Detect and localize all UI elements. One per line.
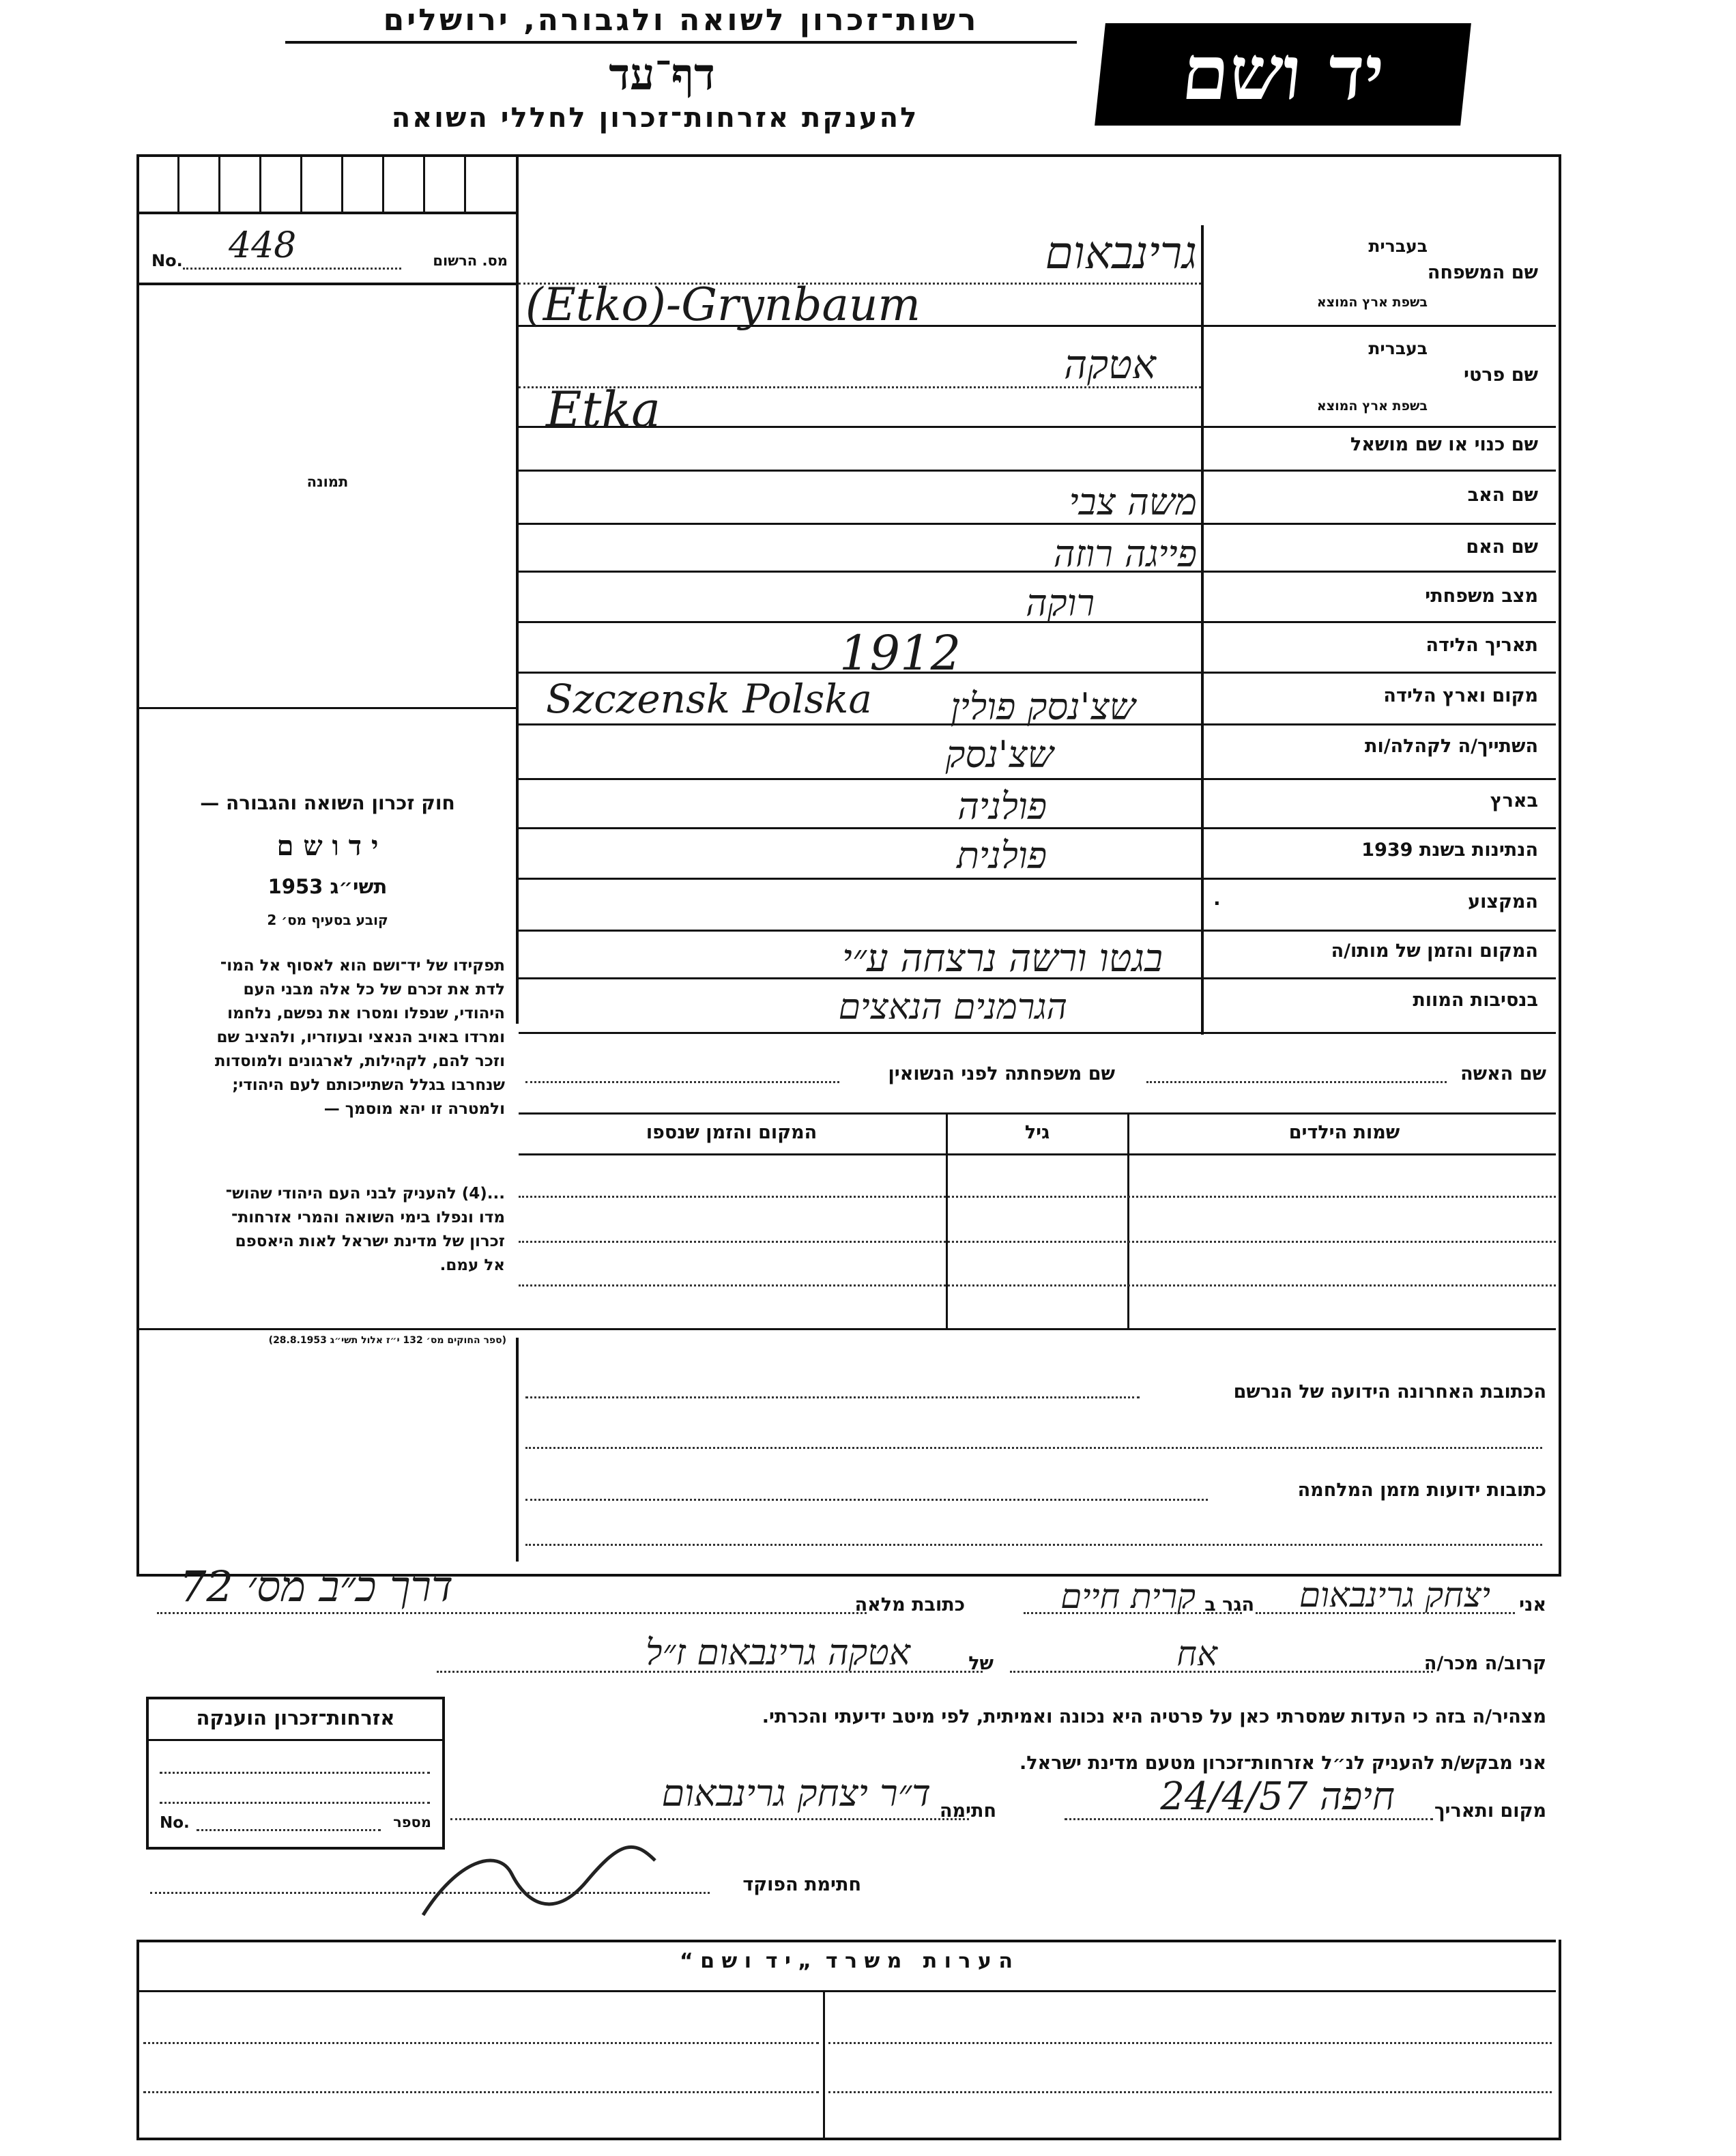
value-father: משה צבי <box>1069 480 1197 523</box>
header-title: דף־עד <box>609 49 715 100</box>
label-marital: מצב משפחתי <box>1425 586 1538 607</box>
profession-dot: . <box>1213 887 1221 910</box>
label-first-name-hebrew: בעברית <box>1368 339 1428 358</box>
children-col-names: שמות הילדים <box>1288 1122 1400 1143</box>
yad-vashem-logo <box>1095 23 1471 126</box>
value-surname-hebrew: גרינבאום <box>1045 227 1197 279</box>
children-bottom-rule <box>136 1328 1556 1330</box>
children-row-line <box>519 1196 1556 1198</box>
label-birth-date: תאריך הלידה <box>1426 635 1538 656</box>
label-community: השתייך/ה לקהלה/ות <box>1365 736 1538 757</box>
label-maiden-name: שם משפחתה לפני הנשואין <box>888 1063 1115 1084</box>
law-title: חוק זכרון השואה והגבורה — <box>200 792 455 814</box>
children-col-divider-1 <box>1127 1112 1129 1328</box>
label-column-divider <box>1201 225 1204 1035</box>
decl-signature-value: ד״ר יצחק גרינבאום <box>661 1772 931 1815</box>
decl-place-date-value: חיפה 24/4/57 <box>1160 1774 1395 1819</box>
value-birth-place: שצ'נסק פולין <box>950 685 1135 728</box>
law-line: מדו ונפלו בימי השואה והמרי אזרחות־ <box>231 1209 505 1226</box>
law-line: היהודי, שנפלו ומסרו את נפשם, נלחמו <box>227 1005 505 1022</box>
header-authority-rule <box>285 41 1077 44</box>
value-community: שצ'נסק <box>945 733 1054 776</box>
maiden-line <box>525 1081 839 1083</box>
law-year: תשי״ג 1953 <box>267 875 388 898</box>
notes-top-rule <box>136 1940 1556 1942</box>
strip-cell <box>177 154 179 213</box>
label-death-circumstances: בנסיבות המוות <box>1413 990 1538 1011</box>
notes-col-divider <box>823 1990 825 2140</box>
law-line: לדת את זכרם של כל אלה מבני העם <box>243 981 505 998</box>
decl-signature-label: חתימה <box>939 1800 996 1822</box>
decl-of-value: אטקה גרינבאום ז״ל <box>646 1633 910 1673</box>
label-first-name: שם פרטי <box>1464 364 1538 386</box>
citizenship-box <box>146 1697 445 1850</box>
label-nationality-1939: הנתינות בשנת 1939 <box>1361 839 1538 861</box>
rule-first-name <box>519 426 1556 428</box>
decl-place-date-label: מקום ותאריך <box>1434 1800 1546 1822</box>
strip-cell <box>423 154 425 213</box>
decl-relation-line <box>1010 1671 1433 1673</box>
citizenship-rule <box>149 1739 442 1741</box>
children-row-line <box>519 1241 1556 1243</box>
notes-line <box>143 2042 819 2044</box>
decl-address-label: כתובת מלאה <box>854 1594 965 1615</box>
law-line: אל עמם. <box>439 1256 505 1274</box>
rule-father <box>519 523 1556 525</box>
law-line: זכרון של מדינת ישראל לאות היאספם <box>235 1233 505 1250</box>
children-header-rule <box>519 1153 1556 1155</box>
decl-address-value: דרך כ״ב מס׳ 72 <box>179 1562 453 1611</box>
registration-no-value: 448 <box>229 225 297 266</box>
citizenship-title: אזרחות־זכרון הוענקה <box>196 1706 395 1729</box>
label-last-address: הכתובת האחרונה הידועה של הנרשם <box>1233 1381 1546 1403</box>
value-mother: פייגה רוזה <box>1053 532 1197 575</box>
label-surname: שם המשפחה <box>1427 262 1538 283</box>
top-strip-rule <box>136 212 519 214</box>
label-first-name-origin: בשפת ארץ המוצא <box>1316 399 1428 414</box>
notes-line <box>828 2042 1552 2044</box>
wife-line <box>1146 1081 1447 1083</box>
registration-label: מס. הרשום <box>433 253 508 269</box>
strip-cell <box>300 154 302 213</box>
photo-label: תמונה <box>306 474 349 490</box>
value-birth-place-latin: Szczensk Polska <box>546 676 872 722</box>
form-frame <box>136 154 1561 1577</box>
law-paragraph-2 <box>147 1182 505 1278</box>
law-reference: (ספר החוקים מס׳ 132 י״ז אלול תשי״ג 28.8.1953) <box>268 1335 506 1346</box>
registration-no-line <box>183 268 401 270</box>
citizenship-no-line <box>197 1829 381 1831</box>
citizenship-no-label: No. <box>160 1814 190 1832</box>
children-col-place: המקום והזמן שנספו <box>646 1122 818 1143</box>
label-wife: שם האשה <box>1460 1063 1546 1084</box>
citizenship-line-2 <box>160 1802 430 1804</box>
decl-resident: הגר ב <box>1204 1594 1254 1615</box>
strip-cell <box>464 154 466 213</box>
rule-community <box>519 778 1556 780</box>
strip-cell <box>382 154 384 213</box>
law-line: ...(4) להעניק לבני העם היהודי שהוש־ <box>225 1185 505 1203</box>
value-first-name-hebrew: אטקה <box>1064 341 1156 388</box>
decl-request: אני מבקש/ת להעניק לנ״ל אזרחות־זכרון מטעם מדינת ישראל. <box>1019 1753 1546 1774</box>
notes-title: ה ע ר ו ת מ ש ר ד „ י ד ו ש ם “ <box>680 1949 1013 1973</box>
rule-nickname <box>519 470 1556 472</box>
address-line-1 <box>525 1396 1140 1398</box>
label-wartime-address: כתובות ידועות מזמן המלחמה <box>1297 1480 1546 1501</box>
law-clause: קובע בסעיף מס׳ 2 <box>267 912 388 928</box>
decl-city-value: קרית חיים <box>1060 1577 1196 1616</box>
label-country: בארץ <box>1490 790 1538 811</box>
officer-signature-mark <box>416 1833 662 1929</box>
value-birth-date: 1912 <box>839 625 961 681</box>
strip-cell <box>259 154 261 213</box>
value-death-circumstances: הגרמנים הנאצים <box>838 987 1067 1028</box>
notes-header-rule <box>136 1990 1556 1992</box>
label-death-place-time: המקום והזמן של מותו/ה <box>1331 940 1538 962</box>
rule-death-circumstances <box>519 1032 1556 1034</box>
address-line-4 <box>525 1544 1542 1546</box>
children-col-divider-2 <box>946 1112 948 1328</box>
children-col-age: גיל <box>1024 1122 1050 1143</box>
rule-profession <box>519 930 1556 932</box>
address-line-2 <box>525 1447 1542 1449</box>
children-row-line <box>519 1284 1556 1287</box>
law-line: ומרדו באויב הנאצי ובעוזריו, ולהציב שם <box>216 1029 505 1046</box>
registration-rule <box>136 283 519 285</box>
header-authority: רשות־זכרון לשואה ולגבורה, ירושלים <box>383 3 979 38</box>
logo-text: יד ושם <box>1178 29 1389 117</box>
value-death-place: בגטו ורשה נרצחה ע״י <box>842 936 1163 981</box>
decl-relation-value: אח <box>1176 1634 1217 1673</box>
law-line: תפקידו של יד־ושם הוא לאסוף אל המו־ <box>220 957 505 975</box>
notes-line <box>828 2091 1552 2093</box>
label-father: שם האב <box>1467 485 1538 506</box>
law-paragraph-1 <box>147 954 505 1121</box>
rule-spouse <box>519 1112 1556 1115</box>
decl-i: אני <box>1519 1594 1546 1615</box>
left-column-divider-lower <box>516 1338 519 1562</box>
notes-line <box>143 2091 819 2093</box>
registration-no-label: No. <box>151 251 183 270</box>
law-line: וזכר להם, לקהילות, לארגונים ולמוסדות <box>214 1052 505 1070</box>
law-line: ולמטרה זו יהא מוסמך — <box>323 1100 505 1118</box>
decl-of: של <box>968 1653 994 1674</box>
value-nationality: פולנית <box>956 834 1047 877</box>
rule-mother <box>519 571 1556 573</box>
label-birth-place: מקום וארץ הלידה <box>1383 685 1538 706</box>
rule-nationality <box>519 878 1556 880</box>
law-name: י ד ו ש ם <box>276 830 379 862</box>
law-line: שנחרבו בגלל השתייכותם לעם היהודי; <box>232 1076 505 1094</box>
strip-cell <box>218 154 220 213</box>
photo-rule <box>136 707 519 709</box>
label-mother: שם האם <box>1466 536 1538 558</box>
label-surname-origin: בשפת ארץ המוצא <box>1316 295 1428 310</box>
value-country: פולניה <box>957 785 1047 828</box>
value-first-name-latin: Etka <box>546 381 661 438</box>
label-surname-hebrew: בעברית <box>1368 236 1428 256</box>
label-nickname: שם כנוי או שם מושאל <box>1350 434 1538 455</box>
decl-name-value: יצחק גרינבאום <box>1299 1575 1490 1615</box>
decl-address-line <box>157 1612 867 1614</box>
decl-signature-line <box>450 1818 969 1820</box>
address-line-3 <box>525 1499 1208 1501</box>
header-subtitle: להענקת אזרחות־זכרון לחללי השואה <box>391 102 919 134</box>
citizenship-line-1 <box>160 1772 430 1774</box>
citizenship-no-he: מספר <box>393 1814 431 1830</box>
value-marital: רוקה <box>1026 581 1095 624</box>
decl-statement: מצהיר/ה בזה כי העדות שמסרתי כאן על פרטיה היא נכונה ואמיתית, לפי מיטב ידיעתי והכרתי. <box>762 1706 1546 1727</box>
value-surname-latin: (Etko)-Grynbaum <box>525 278 921 331</box>
decl-relative-label: קרוב/ה מכר/ה <box>1423 1653 1546 1674</box>
strip-cell <box>341 154 343 213</box>
label-profession: המקצוע <box>1468 891 1538 912</box>
rule-birth-date <box>519 672 1556 674</box>
decl-officer-label: חתימת הפוקד <box>742 1874 861 1895</box>
